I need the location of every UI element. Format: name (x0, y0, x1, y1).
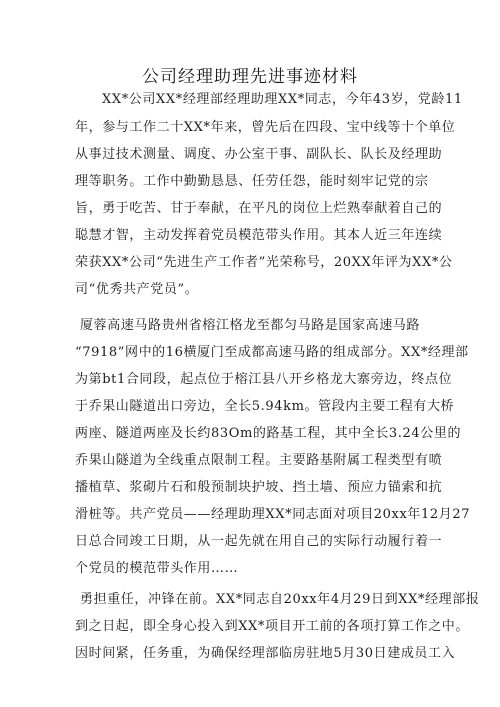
body-line: 两座、隧道两座及长约83Om的路基工程，其中全长3.24公里的 (75, 426, 462, 441)
body-line: XX*公司XX*经理部经理助理XX*同志，今年43岁，党龄11 (102, 92, 463, 107)
body-line: “7918”网中的16横厦门至成都高速马路的组成部分。XX*经理部 (75, 345, 469, 360)
body-line: 因时间紧，任务重，为确保经理部临房驻地5月30日建成员工入 (75, 646, 456, 661)
body-line: 个党员的模范带头作用…… (75, 561, 239, 576)
body-line: 司“优秀共产党员”。 (75, 282, 199, 297)
body-line: 滑桩等。共产党员——经理助理XX*同志面对项目20xx年12月27 (75, 507, 471, 522)
body-line: 聪慧才智，主动发挥着党员模范带头作用。其本人近三年连续 (75, 228, 443, 243)
body-line: 荣获XX*公司“先进生产工作者”光荣称号，20XX年评为XX*公 (75, 255, 453, 270)
body-line: 乔果山隧道为全线重点限制工程。主要路基附属工程类型有喷 (75, 453, 443, 468)
body-line: 日总合同竣工日期，从一起先就在用自己的实际行动履行着一 (75, 534, 443, 549)
body-line: 播植草、浆砌片石和般预制块护坡、挡土墙、预应力锚索和抗 (75, 480, 443, 495)
body-line: 旨，勇于吃苦、甘于奉献，在平凡的岗位上烂熟奉献着自己的 (75, 201, 443, 216)
body-line: 理等职务。工作中勤勤恳恳、任劳任怨，能时刻牢记党的宗 (75, 174, 429, 189)
body-line: 勇担重任，冲锋在前。XX*同志自20xx年4月29日到XX*经理部报 (80, 592, 480, 607)
body-line: 到之日起，即全身心投入到XX*项目开工前的各项打算工作之中。 (75, 619, 470, 634)
body-line: 于乔果山隧道出口旁边，全长5.94km。管段内主要工程有大桥 (75, 399, 455, 414)
body-line: 从事过技术测量、调度、办公室干事、副队长、队长及经理助 (75, 147, 443, 162)
body-line: 为第bt1合同段，起点位于榕江县八开乡格龙大寨旁边，终点位 (75, 372, 453, 387)
body-line: 厦蓉高速马路贵州省榕江格龙至都匀马路是国家高速马路 (80, 318, 421, 333)
body-line: 年，参与工作二十XX*年来，曾先后在四段、宝中线等十个单位 (75, 120, 456, 135)
document-title: 公司经理助理先进事迹材料 (142, 67, 358, 87)
